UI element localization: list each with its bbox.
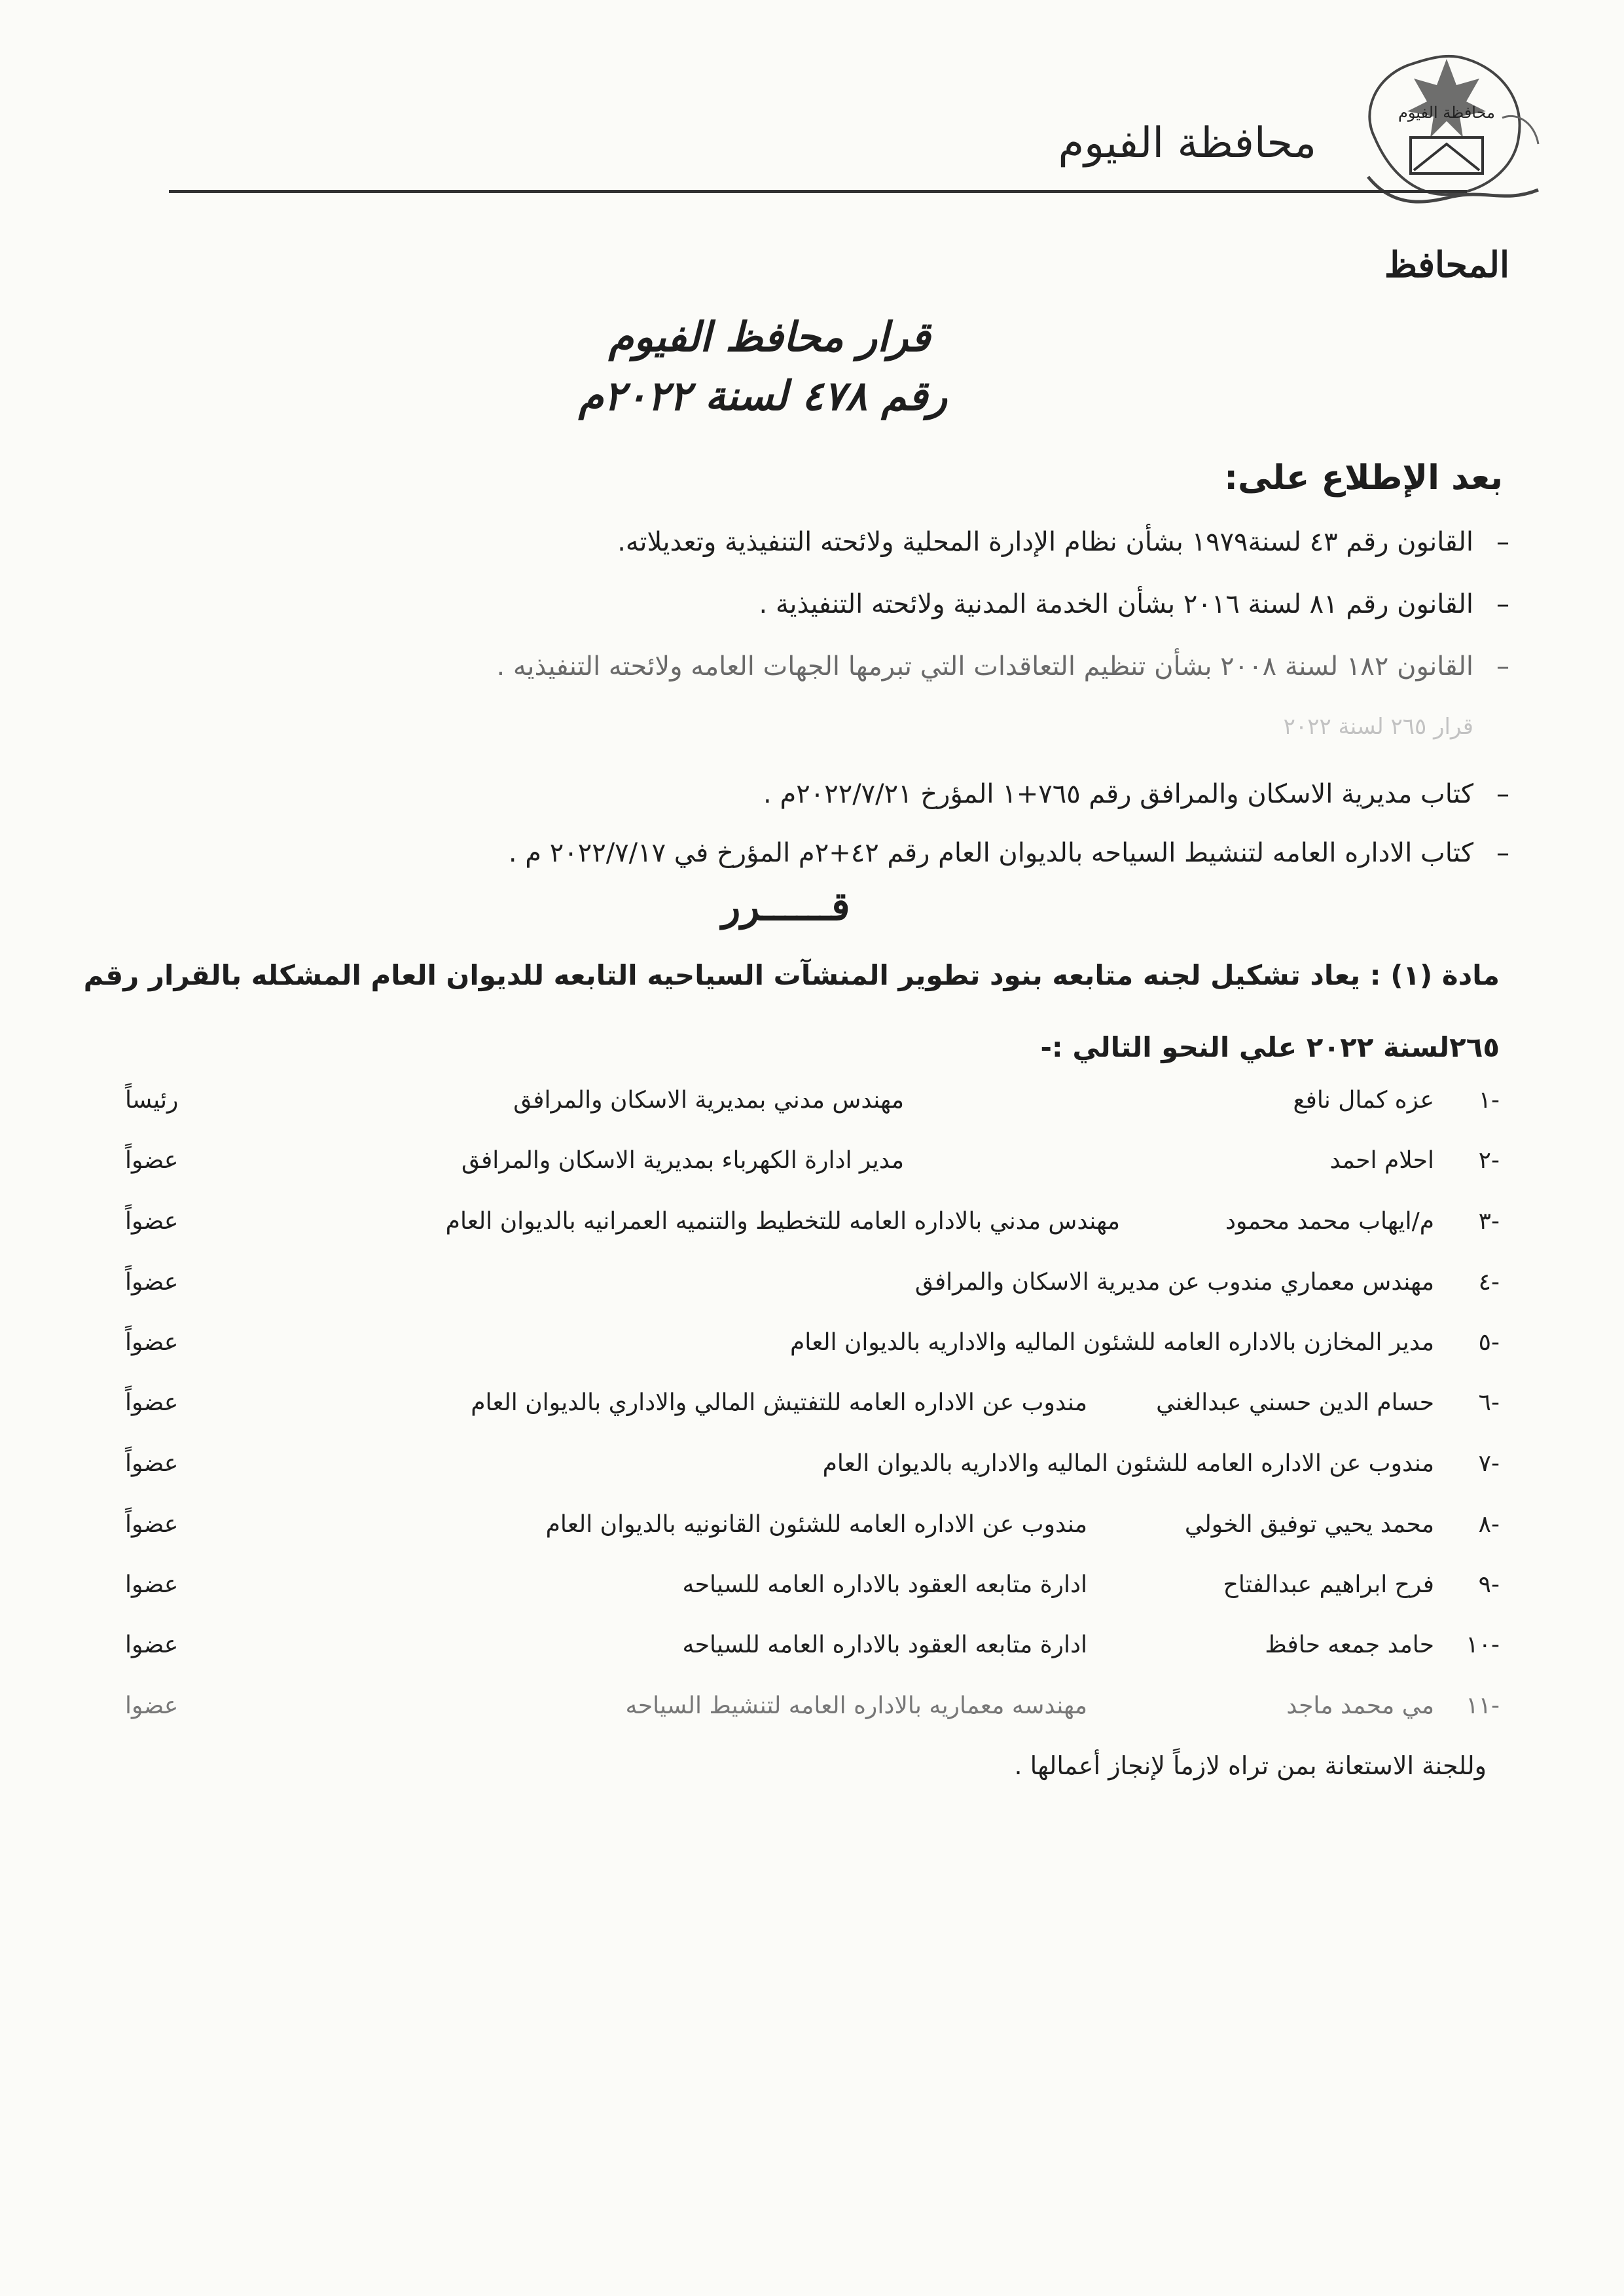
closing-statement: وللجنة الاستعانة بمن تراه لازماً لإنجاز أعمالها .: [1014, 1751, 1487, 1780]
preamble-item-text: قرار ٢٦٥ لسنة ٢٠٢٢: [1283, 714, 1473, 740]
preamble-item: [496, 651, 1509, 682]
member-number: -١١: [1466, 1692, 1500, 1719]
member-position: مندوب عن الاداره العامه للشئون القانونيه بالديوان العام: [545, 1511, 1087, 1538]
bullet-dash: –: [1496, 779, 1509, 809]
member-name: احلام احمد: [1329, 1147, 1434, 1174]
member-name: مهندس معماري مندوب عن مديرية الاسكان والمرافق: [914, 1269, 1434, 1296]
preamble-item-text: كتاب الاداره العامه لتنشيط السياحه بالديوان العام رقم ٤٢+٢م المؤرخ في ٢٠٢٢/٧/١٧ م .: [508, 838, 1473, 868]
bullet-dash: –: [1496, 589, 1509, 619]
preamble-item: [617, 527, 1509, 557]
member-role: عضوا: [125, 1631, 179, 1658]
member-name: مندوب عن الاداره العامه للشئون الماليه والاداريه بالديوان العام: [822, 1450, 1434, 1477]
decree-heading: قــــــرر: [721, 884, 850, 930]
member-row: [125, 1208, 1500, 1254]
preamble-item: [508, 838, 1509, 868]
member-role: عضواً: [125, 1208, 179, 1235]
member-position: مندوب عن الاداره العامه للتفتيش المالي والاداري بالديوان العام: [471, 1389, 1087, 1416]
member-row: [125, 1147, 1500, 1193]
member-row: [125, 1389, 1500, 1435]
member-row: [125, 1571, 1500, 1617]
member-position: مهندس مدني بمديرية الاسكان والمرافق: [513, 1087, 904, 1114]
emblem-lettering: محافظة الفيوم: [1398, 103, 1495, 122]
member-row: [125, 1631, 1500, 1677]
member-row: [125, 1511, 1500, 1557]
member-name: فرح ابراهيم عبدالفتاح: [1223, 1571, 1434, 1598]
member-number: -٨: [1478, 1511, 1500, 1538]
member-name: مدير المخازن بالاداره العامه للشئون الماليه والاداريه بالديوان العام: [789, 1329, 1434, 1356]
office-title: المحافظ: [1384, 244, 1509, 285]
member-number: -٤: [1478, 1269, 1500, 1296]
member-row: [125, 1692, 1500, 1738]
member-role: عضواً: [125, 1450, 179, 1477]
member-number: -١: [1478, 1087, 1500, 1114]
preamble-item: [1284, 714, 1473, 740]
preamble-item: [763, 779, 1509, 809]
member-name: م/ايهاب محمد محمود: [1225, 1208, 1434, 1235]
header-divider: [169, 190, 1467, 193]
member-number: -٧: [1478, 1450, 1500, 1477]
member-role: عضواً: [125, 1329, 179, 1356]
article-1-line-1: مادة (١) : يعاد تشكيل لجنه متابعه بنود تطوير المنشآت السياحيه التابعه للديوان العام المشكله بالقرار رقم: [83, 959, 1500, 991]
member-name: حسام الدين حسني عبدالغني: [1156, 1389, 1434, 1416]
preamble-item-text: كتاب مديرية الاسكان والمرافق رقم ٧٦٥+١ المؤرخ ٢٠٢٢/٧/٢١م .: [763, 779, 1473, 809]
member-name: حامد جمعه حافظ: [1265, 1631, 1434, 1658]
member-role: عضواً: [125, 1269, 179, 1296]
member-row: [125, 1450, 1500, 1496]
decree-title: قرار محافظ الفيوم: [608, 313, 931, 361]
member-row: [125, 1087, 1500, 1133]
decree-number: رقم ٤٧٨ لسنة ٢٠٢٢م: [578, 372, 948, 420]
article-1-line-2: ٢٦٥لسنة ٢٠٢٢ علي النحو التالي :-: [1040, 1031, 1500, 1063]
bullet-dash: –: [1496, 651, 1509, 682]
member-number: -٦: [1478, 1389, 1500, 1416]
member-name: مي محمد ماجد: [1286, 1692, 1434, 1719]
member-number: -٢: [1478, 1147, 1500, 1174]
member-number: -٣: [1478, 1208, 1500, 1235]
member-number: -١٠: [1466, 1631, 1500, 1658]
preamble-item-text: القانون رقم ٤٣ لسنة١٩٧٩ بشأن نظام الإدارة المحلية ولائحته التنفيذية وتعديلاته.: [617, 527, 1473, 557]
preamble-heading: بعد الإطلاع على:: [1224, 458, 1503, 498]
member-role: عضواً: [125, 1511, 179, 1538]
member-position: مهندس مدني بالاداره العامه للتخطيط والتنميه العمرانيه بالديوان العام: [445, 1208, 1120, 1235]
governorate-name: محافظة الفيوم: [1058, 119, 1316, 168]
member-role: عضوا: [125, 1692, 179, 1719]
member-row: [125, 1329, 1500, 1375]
preamble-item-text: القانون ١٨٢ لسنة ٢٠٠٨ بشأن تنظيم التعاقدات التي تبرمها الجهات العامه ولائحته التنفيذيه .: [496, 651, 1473, 682]
member-position: ادارة متابعه العقود بالاداره العامه للسياحه: [682, 1631, 1087, 1658]
member-role: رئيساً: [125, 1087, 179, 1114]
member-position: مدير ادارة الكهرباء بمديرية الاسكان والمرافق: [461, 1147, 904, 1174]
fayoum-emblem-logo: [1348, 39, 1545, 210]
member-name: محمد يحيي توفيق الخولي: [1184, 1511, 1434, 1538]
bullet-dash: –: [1496, 527, 1509, 557]
member-position: مهندسه معماريه بالاداره العامه لتنشيط السياحه: [625, 1692, 1087, 1719]
member-row: [125, 1269, 1500, 1315]
member-number: -٩: [1478, 1571, 1500, 1598]
preamble-item-text: القانون رقم ٨١ لسنة ٢٠١٦ بشأن الخدمة المدنية ولائحته التنفيذية .: [759, 589, 1473, 619]
member-position: ادارة متابعه العقود بالاداره العامه للسياحه: [682, 1571, 1087, 1598]
member-role: عضواً: [125, 1147, 179, 1174]
bullet-dash: –: [1496, 838, 1509, 868]
member-role: عضوا: [125, 1571, 179, 1598]
member-role: عضواً: [125, 1389, 179, 1416]
member-name: عزه كمال نافع: [1293, 1087, 1434, 1114]
preamble-item: [759, 589, 1509, 619]
member-number: -٥: [1478, 1329, 1500, 1356]
